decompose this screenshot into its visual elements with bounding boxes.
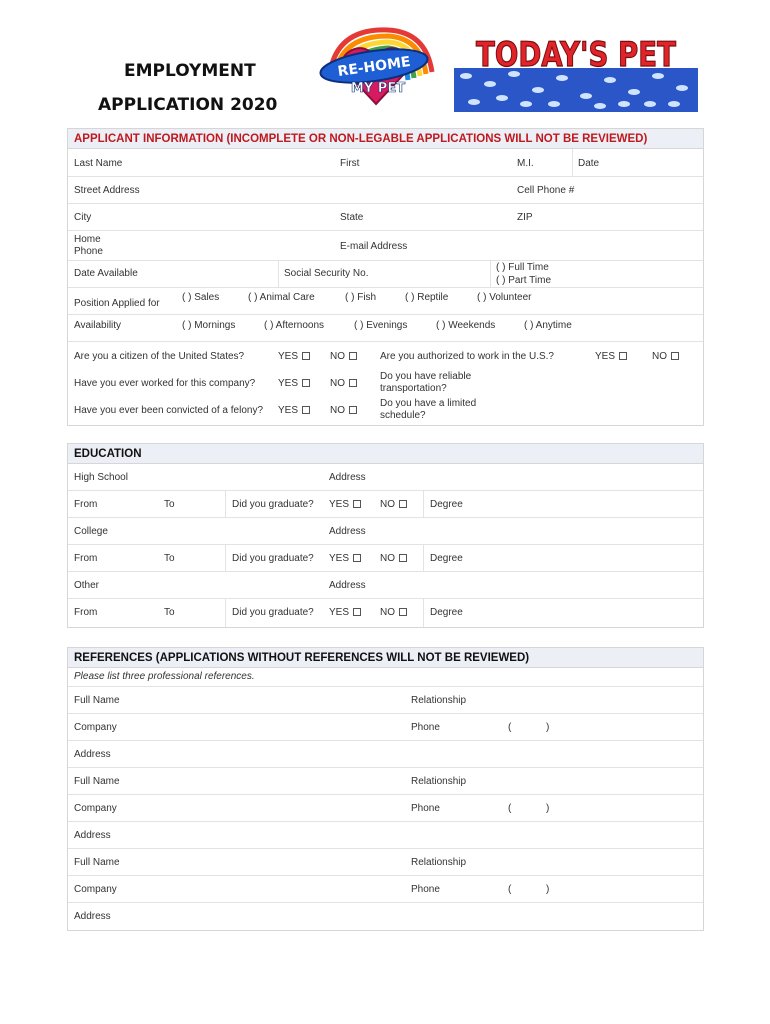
q-worked-yes-label: YES [278, 378, 299, 389]
q-authorized-label: Are you authorized to work in the U.S.? [380, 351, 554, 362]
ref1-phone-paren-open: ( [508, 722, 512, 733]
other-no-checkbox[interactable] [399, 608, 407, 616]
ref3-name-row [68, 849, 703, 876]
row-college [68, 518, 703, 545]
date-available-label: Date Available [74, 268, 138, 279]
other-no-label: NO [380, 607, 395, 618]
ref3-phone-paren-open: ( [508, 884, 512, 895]
ref2-company-row [68, 795, 703, 822]
ref3-full-name-label: Full Name [74, 857, 120, 868]
row-home-phone [68, 231, 703, 261]
ref1-address-row [68, 741, 703, 768]
hs-yes-label: YES [329, 499, 350, 510]
ref1-relationship-label: Relationship [411, 695, 467, 706]
other-no[interactable] [380, 607, 407, 619]
availability-evenings-option[interactable]: ( ) Evenings [354, 320, 408, 331]
mi-label: M.I. [517, 158, 534, 169]
q-citizen-no[interactable] [330, 351, 357, 363]
q-citizen-no-checkbox[interactable] [349, 352, 357, 360]
position-volunteer-option[interactable]: ( ) Volunteer [477, 292, 532, 303]
hs-no-label: NO [380, 499, 395, 510]
other-degree-label: Degree [430, 607, 463, 618]
q-convicted-yes-checkbox[interactable] [302, 406, 310, 414]
last-name-label: Last Name [74, 158, 123, 169]
college-yes-checkbox[interactable] [353, 554, 361, 562]
q-authorized-yes[interactable] [595, 351, 627, 363]
college-no[interactable] [380, 553, 407, 565]
q-convicted-yes[interactable] [278, 405, 310, 417]
college-label: College [74, 526, 108, 537]
email-label: E-mail Address [340, 241, 408, 252]
ref3-company-label: Company [74, 884, 117, 895]
title-employment: EMPLOYMENT [124, 61, 256, 81]
state-label: State [340, 212, 364, 223]
row-other-dates [68, 599, 703, 627]
q-convicted-label: Have you ever been convicted of a felony? [74, 405, 264, 416]
position-animal-care-option[interactable]: ( ) Animal Care [248, 292, 315, 303]
q-citizen-yes[interactable] [278, 351, 310, 363]
q-worked-label: Have you ever worked for this company? [74, 378, 256, 389]
ref3-address-label: Address [74, 911, 111, 922]
part-time-option[interactable]: ( ) Part Time [496, 275, 552, 286]
full-time-option[interactable]: ( ) Full Time [496, 262, 549, 273]
other-to-label: To [164, 607, 175, 618]
q-authorized-no-checkbox[interactable] [671, 352, 679, 360]
q-transport-label: Do you have reliable transportation? [380, 371, 472, 394]
college-yes[interactable] [329, 553, 361, 565]
street-address-label: Street Address [74, 185, 140, 196]
row-availability [68, 315, 703, 342]
college-to-label: To [164, 553, 175, 564]
q-authorized-yes-checkbox[interactable] [619, 352, 627, 360]
college-from-label: From [74, 553, 98, 564]
ref2-phone-paren-close: ) [546, 803, 550, 814]
ref2-company-label: Company [74, 803, 117, 814]
ref1-address-label: Address [74, 749, 111, 760]
rehome-logo-text2: MY PET [350, 81, 406, 96]
availability-label: Availability [74, 320, 122, 331]
hs-to-label: To [164, 499, 175, 510]
ref2-relationship-label: Relationship [411, 776, 467, 787]
college-graduate-label: Did you graduate? [232, 553, 314, 564]
position-fish-option[interactable]: ( ) Fish [345, 292, 377, 303]
hs-yes-checkbox[interactable] [353, 500, 361, 508]
first-name-label: First [340, 158, 360, 169]
availability-weekends-option[interactable]: ( ) Weekends [436, 320, 496, 331]
q-convicted-no-checkbox[interactable] [349, 406, 357, 414]
date-label: Date [578, 158, 600, 169]
references-section [67, 647, 704, 931]
row-other [68, 572, 703, 599]
other-yes[interactable] [329, 607, 361, 619]
zip-label: ZIP [517, 212, 533, 223]
availability-anytime-option[interactable]: ( ) Anytime [524, 320, 572, 331]
q-authorized-yes-label: YES [595, 351, 616, 362]
ref1-company-label: Company [74, 722, 117, 733]
college-degree-label: Degree [430, 553, 463, 564]
ref1-full-name-label: Full Name [74, 695, 120, 706]
ref2-address-label: Address [74, 830, 111, 841]
other-label: Other [74, 580, 100, 591]
rehome-logo-text1: RE-HOME [336, 53, 412, 81]
college-address-label: Address [329, 526, 366, 537]
row-street [68, 177, 703, 204]
college-yes-label: YES [329, 553, 350, 564]
ssn-label: Social Security No. [284, 268, 369, 279]
hs-graduate-label: Did you graduate? [232, 499, 314, 510]
row-high-school-dates [68, 491, 703, 518]
q-citizen-yes-checkbox[interactable] [302, 352, 310, 360]
applicant-header: APPLICANT INFORMATION (INCOMPLETE OR NON-LEGABLE APPLICATIONS WILL NOT BE REVIEWED) [68, 129, 703, 149]
references-header: REFERENCES (APPLICATIONS WITHOUT REFERENCES WILL NOT BE REVIEWED) [68, 648, 703, 668]
ref2-name-row [68, 768, 703, 795]
todays-pet-logo [454, 24, 698, 112]
hs-no[interactable] [380, 499, 407, 511]
position-applied-label: Position Applied for [74, 298, 160, 309]
ref1-name-row [68, 687, 703, 714]
ref2-phone-paren-open: ( [508, 803, 512, 814]
references-note-row [68, 668, 703, 687]
ref3-phone-paren-close: ) [546, 884, 550, 895]
ref3-relationship-label: Relationship [411, 857, 467, 868]
q-citizen-label: Are you a citizen of the United States? [74, 351, 245, 362]
q-worked-no-label: NO [330, 378, 345, 389]
hs-yes[interactable] [329, 499, 361, 511]
cell-phone-label: Cell Phone # [517, 185, 575, 196]
row-college-dates [68, 545, 703, 572]
q-convicted-yes-label: YES [278, 405, 299, 416]
q-worked-yes[interactable] [278, 378, 310, 390]
other-yes-checkbox[interactable] [353, 608, 361, 616]
college-no-label: NO [380, 553, 395, 564]
row-high-school [68, 464, 703, 491]
ref1-company-row [68, 714, 703, 741]
q-authorized-no[interactable] [652, 351, 679, 363]
applicant-section [67, 128, 704, 426]
other-graduate-label: Did you graduate? [232, 607, 314, 618]
q-schedule-label: Do you have a limited schedule? [380, 398, 477, 421]
row-question-3 [68, 396, 703, 425]
ref1-phone-label: Phone [411, 722, 440, 733]
ref1-phone-paren-close: ) [546, 722, 550, 733]
row-name [68, 149, 703, 177]
education-section [67, 443, 704, 628]
q-citizen-yes-label: YES [278, 351, 299, 362]
high-school-label: High School [74, 472, 128, 483]
q-authorized-no-label: NO [652, 351, 667, 362]
other-from-label: From [74, 607, 98, 618]
availability-afternoons-option[interactable]: ( ) Afternoons [264, 320, 325, 331]
todays-pet-logo-text: TODAY'S PET [476, 35, 677, 75]
position-sales-option[interactable]: ( ) Sales [182, 292, 220, 303]
home-phone-label: Home Phone [74, 234, 103, 257]
q-convicted-no[interactable] [330, 405, 357, 417]
q-worked-no-checkbox[interactable] [349, 379, 357, 387]
availability-mornings-option[interactable]: ( ) Mornings [182, 320, 236, 331]
hs-from-label: From [74, 499, 98, 510]
ref2-address-row [68, 822, 703, 849]
row-position [68, 288, 703, 315]
ref3-address-row [68, 903, 703, 930]
college-no-checkbox[interactable] [399, 554, 407, 562]
row-city [68, 204, 703, 231]
title-application-2020: APPLICATION 2020 [98, 95, 278, 115]
other-address-label: Address [329, 580, 366, 591]
position-reptile-option[interactable]: ( ) Reptile [405, 292, 449, 303]
ref2-full-name-label: Full Name [74, 776, 120, 787]
row-date-available [68, 261, 703, 288]
q-citizen-no-label: NO [330, 351, 345, 362]
ref3-company-row [68, 876, 703, 903]
q-worked-no[interactable] [330, 378, 357, 390]
references-note: Please list three professional references. [74, 671, 255, 682]
other-yes-label: YES [329, 607, 350, 618]
city-label: City [74, 212, 92, 223]
rehome-logo [318, 20, 436, 108]
row-question-2 [68, 369, 703, 396]
hs-degree-label: Degree [430, 499, 463, 510]
ref3-phone-label: Phone [411, 884, 440, 895]
ref2-phone-label: Phone [411, 803, 440, 814]
q-worked-yes-checkbox[interactable] [302, 379, 310, 387]
education-header: EDUCATION [68, 444, 703, 464]
hs-no-checkbox[interactable] [399, 500, 407, 508]
high-school-address-label: Address [329, 472, 366, 483]
q-convicted-no-label: NO [330, 405, 345, 416]
row-question-1 [68, 342, 703, 369]
